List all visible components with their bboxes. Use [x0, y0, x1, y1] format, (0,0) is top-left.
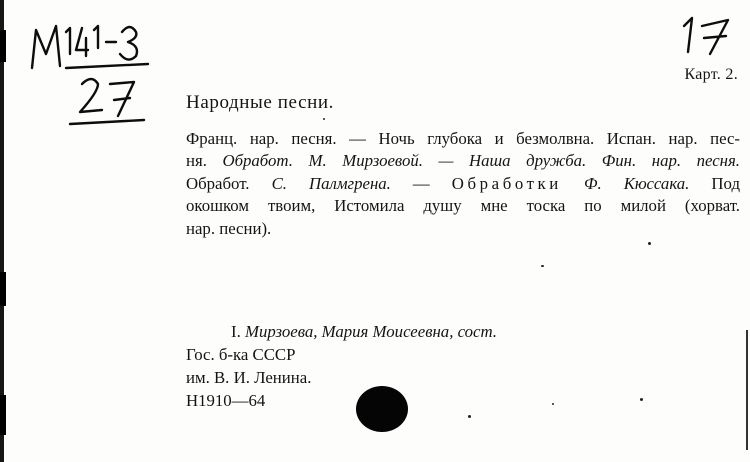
- contents-line: ня. Обработ. М. Мирзоевой. — Наша дружба. Фин. нар. песня.: [186, 151, 740, 171]
- library-line: Гос. б-ка СССР: [186, 345, 296, 364]
- card-right-edge: [746, 330, 748, 450]
- contents-line: Обработ. С. Палмгрена. — Обработки Ф. Кюссака. Под: [186, 173, 740, 193]
- card-imprint: [186, 320, 497, 412]
- card-left-edge: [0, 0, 4, 462]
- library-line: им. В. И. Ленина.: [186, 368, 312, 387]
- card-edge-mark: [0, 272, 6, 306]
- handwritten-shelfmark: [26, 20, 166, 132]
- card-title: Народные песни.: [186, 92, 334, 113]
- scan-speck: [648, 242, 651, 245]
- contents-line: нар. песни).: [186, 218, 272, 238]
- card-punch-hole: [356, 386, 408, 432]
- card-code: Н1910—64: [186, 391, 266, 410]
- contents-line: окошком твоим, Истомила душу мне тоска по милой (хорват.: [186, 196, 740, 216]
- card-contents: [186, 128, 740, 240]
- card-edge-mark: [0, 395, 6, 435]
- scan-speck: [541, 265, 544, 267]
- scan-speck: [552, 403, 554, 405]
- compiler-line: I. Мирзоева, Мария Моисеевна, сост.: [231, 322, 497, 341]
- card-edge-mark: [0, 30, 6, 62]
- handwritten-card-number: [676, 12, 742, 60]
- scan-speck: [640, 398, 643, 401]
- scan-speck: [468, 415, 471, 418]
- scan-speck: [323, 118, 325, 120]
- card-number-label: Карт. 2.: [684, 66, 738, 83]
- contents-line: Франц. нар. песня. — Ночь глубока и безмолвна. Испан. нар. пес-: [186, 129, 740, 148]
